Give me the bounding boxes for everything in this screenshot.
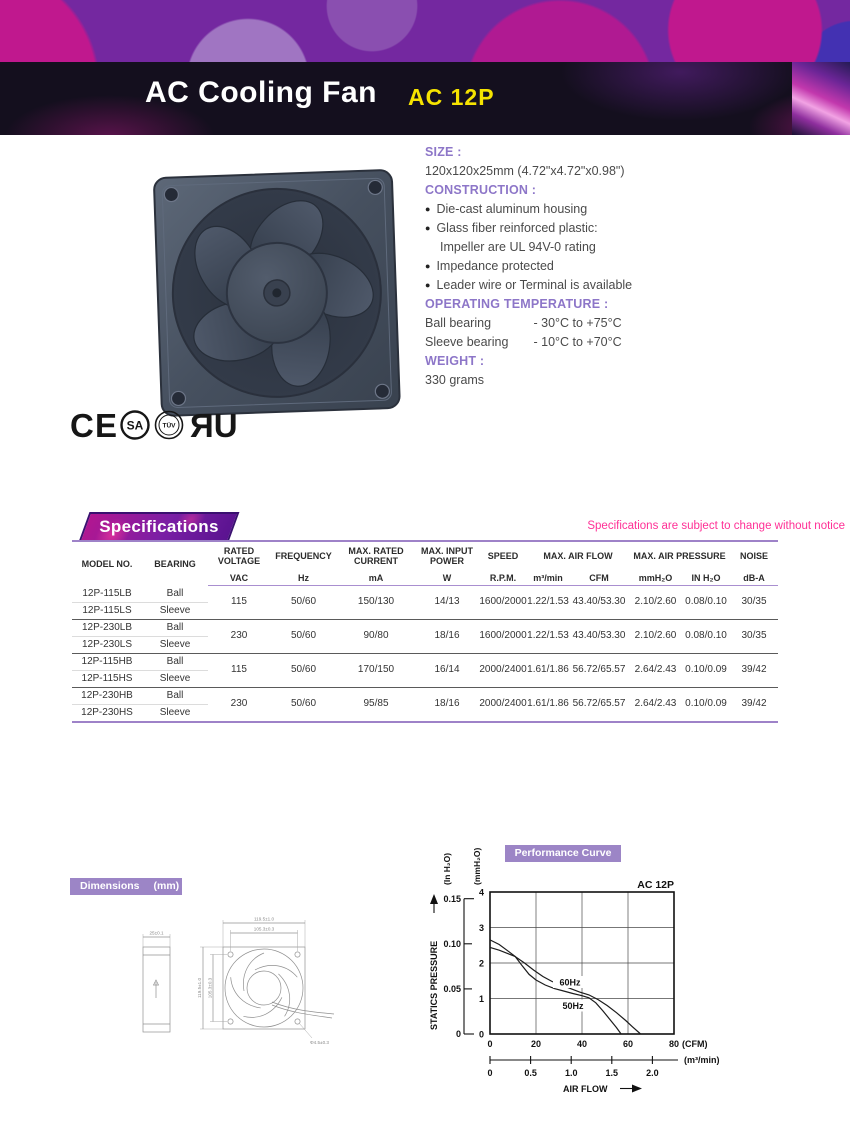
svg-text:1.0: 1.0 (564, 1068, 578, 1078)
frequency-cell: 50/60 (290, 596, 317, 608)
airflow-m3-cell: 1.22/1.53 (527, 619, 569, 653)
x-axis-title (563, 1084, 642, 1094)
unit-mmh2o: mmH₂O (629, 570, 682, 586)
frequency-cell: 50/60 (270, 653, 337, 687)
col-header-pressure: MAX. AIR PRESSURE (633, 551, 726, 561)
decorative-header-band (0, 0, 850, 62)
temperature-range: - 10°C to +70°C (533, 335, 622, 349)
dim-hole-pitch-width-label: 105.3±0.3 (253, 926, 275, 932)
current-cell: 150/130 (357, 596, 395, 608)
svg-text:0.15: 0.15 (443, 894, 461, 904)
bullet-icon: ● (425, 261, 431, 271)
dim-outer-width-label: 119.5±1.0 (253, 916, 275, 922)
temperature-row (425, 314, 840, 333)
unit-hz: Hz (270, 570, 337, 586)
front-view (197, 917, 334, 1046)
decorative-crystal-image (792, 62, 850, 135)
model-cell: 12P-115HS (81, 672, 133, 684)
unit-m3min: m³/min (527, 570, 569, 586)
airflow-cfm-cell: 43.40/53.30 (569, 619, 629, 653)
table-row (72, 687, 778, 704)
mounting-hole (375, 384, 389, 398)
dimensions-unit-label: (mm) (153, 880, 180, 892)
voltage-cell: 115 (231, 596, 247, 608)
bearing-cell: Sleeve (159, 706, 191, 718)
lead-wire (272, 1005, 332, 1018)
bearing-type-label: Sleeve bearing (425, 335, 509, 349)
construction-item: ● Impedance protected (425, 259, 554, 273)
model-cell: 12P-230HS (81, 706, 133, 718)
airflow-cfm-cell: 56.72/65.57 (569, 687, 629, 722)
y-unit-inh2o: (In H₂O) (442, 852, 452, 885)
size-heading: SIZE : (425, 145, 462, 159)
temperature-range: - 30°C to +75°C (533, 316, 622, 330)
airflow-m3-cell: 1.61/1.86 (527, 653, 569, 687)
noise-cell: 39/42 (730, 687, 778, 722)
bullet-icon: ● (425, 280, 431, 290)
speed-cell: 1600/2000 (479, 596, 527, 608)
y-unit-mmh2o: (mmH₂O) (472, 847, 482, 885)
ce-mark-icon: E (95, 407, 118, 444)
current-cell: 170/150 (337, 653, 415, 687)
svg-text:4: 4 (478, 887, 484, 898)
model-cell: 12P-115HB (72, 653, 142, 670)
svg-text:STATICS PRESSURE: STATICS PRESSURE (429, 940, 439, 1030)
pressure-mm-cell: 2.64/2.43 (629, 653, 682, 687)
mmh2o-axis (479, 888, 484, 1040)
model-cell: 12P-115LS (82, 604, 132, 616)
model-cell: 12P-230HB (72, 687, 142, 704)
svg-text:AIR FLOW: AIR FLOW (563, 1084, 608, 1094)
dimension-drawing (60, 898, 400, 1063)
performance-curve-chart (420, 838, 750, 1103)
ul-recognized-mark-icon: ЯU (190, 407, 238, 444)
dimensions-banner (70, 878, 182, 895)
svg-text:SA: SA (126, 418, 144, 433)
series-label-50hz: 50Hz (562, 1001, 584, 1011)
power-cell: 14/13 (434, 596, 460, 608)
pressure-in-cell: 0.10/0.09 (682, 687, 730, 722)
specifications-table (72, 540, 778, 723)
certification-marks (68, 402, 238, 448)
power-cell: 18/16 (415, 687, 479, 722)
bullet-icon: ● (425, 223, 431, 233)
svg-text:0.05: 0.05 (443, 984, 461, 994)
noise-cell: 30/35 (741, 596, 767, 608)
model-cell: 12P-230LB (72, 619, 142, 636)
bullet-icon: ● (425, 204, 431, 214)
side-view (143, 931, 170, 1033)
noise-cell: 39/42 (730, 653, 778, 687)
col-header-frequency: FREQUENCY (275, 551, 332, 561)
bearing-cell: Ball (142, 619, 208, 636)
table-row (72, 653, 778, 670)
svg-text:2.0: 2.0 (646, 1068, 659, 1078)
construction-subitem: Impeller are UL 94V-0 rating (440, 240, 596, 254)
bearing-cell: Sleeve (159, 638, 191, 650)
mounting-hole (164, 187, 178, 201)
tuv-mark-icon (156, 412, 183, 439)
model-cell: 12P-115LB (72, 586, 142, 603)
bearing-cell: Ball (142, 586, 208, 603)
svg-text:2: 2 (478, 958, 484, 969)
svg-text:0: 0 (478, 1029, 484, 1040)
svg-text:1: 1 (478, 994, 484, 1004)
pressure-in-cell: 0.08/0.10 (685, 596, 727, 608)
power-cell: 18/16 (415, 619, 479, 653)
weight-heading: WEIGHT : (425, 354, 485, 368)
col-header-airflow: MAX. AIR FLOW (543, 551, 613, 561)
x-axis-m3min (487, 1055, 719, 1078)
frequency-cell: 50/60 (270, 687, 337, 722)
unit-inh2o: IN H₂O (682, 570, 730, 586)
svg-text:0.10: 0.10 (443, 939, 461, 949)
construction-item: ● Leader wire or Terminal is available (425, 278, 633, 292)
inh2o-axis (443, 894, 474, 1039)
bearing-cell: Ball (142, 687, 208, 704)
chart-title: AC 12P (637, 879, 674, 891)
voltage-cell: 115 (208, 653, 270, 687)
bearing-cell: Sleeve (159, 672, 191, 684)
unit-rpm: R.P.M. (479, 570, 527, 586)
airflow-m3-cell: 1.22/1.53 (527, 596, 569, 608)
airflow-cfm-cell: 43.40/53.30 (572, 596, 626, 608)
unit-ma: mA (337, 570, 415, 586)
svg-text:40: 40 (576, 1039, 588, 1049)
performance-curve-banner: Performance Curve (505, 845, 621, 862)
product-photo-fan (130, 152, 420, 442)
svg-text:3: 3 (478, 923, 484, 933)
speed-cell: 2000/2400 (479, 653, 527, 687)
y-axis-title (429, 894, 439, 1030)
pressure-in-cell: 0.08/0.10 (682, 619, 730, 653)
svg-text:TÜV: TÜV (162, 422, 176, 430)
dim-outer-height-label: 119.5±1.0 (197, 977, 202, 999)
svg-text:20: 20 (530, 1039, 542, 1049)
svg-text:0: 0 (455, 1029, 461, 1039)
weight-value: 330 grams (425, 373, 485, 387)
fan-assembly (154, 170, 400, 416)
airflow-m3-cell: 1.61/1.86 (527, 687, 569, 722)
svg-text:0: 0 (487, 1068, 493, 1078)
construction-item: ● Die-cast aluminum housing (425, 202, 588, 216)
pressure-mm-cell: 2.64/2.43 (629, 687, 682, 722)
construction-heading: CONSTRUCTION : (425, 183, 537, 197)
power-cell: 16/14 (415, 653, 479, 687)
svg-text:1.5: 1.5 (605, 1068, 619, 1078)
voltage-cell: 230 (208, 619, 270, 653)
col-header-noise: NOISE (740, 551, 769, 561)
svg-text:0: 0 (487, 1039, 493, 1049)
table-row (72, 619, 778, 636)
bearing-cell: Ball (142, 653, 208, 670)
unit-dba: dB-A (730, 570, 778, 586)
dimensions-banner-label: Dimensions (80, 880, 140, 892)
svg-text:60: 60 (622, 1039, 634, 1049)
x-unit-m3min: (m³/min) (684, 1055, 720, 1065)
specifications-banner-label: Specifications (99, 517, 219, 536)
unit-cfm: CFM (569, 570, 629, 586)
page-title: AC Cooling Fan (145, 76, 377, 109)
dim-hole-diameter-label: Φ4.5±0.3 (310, 1040, 329, 1045)
pressure-in-cell: 0.10/0.09 (682, 653, 730, 687)
pressure-mm-cell: 2.10/2.60 (629, 619, 682, 653)
series-label-60hz: 60Hz (559, 977, 581, 988)
unit-w: W (415, 570, 479, 586)
current-cell: 95/85 (337, 687, 415, 722)
col-header-power: MAX. INPUT POWER (420, 546, 473, 566)
col-header-speed: SPEED (487, 551, 519, 561)
bearing-cell: Sleeve (159, 604, 191, 616)
temperature-heading: OPERATING TEMPERATURE : (425, 297, 609, 311)
dim-depth-label: 25±0.1 (149, 930, 164, 936)
speed-cell: 2000/2400 (479, 687, 527, 722)
current-cell: 90/80 (337, 619, 415, 653)
svg-text:80: 80 (668, 1039, 680, 1049)
dim-hole-pitch-height-label: 105.3±0.3 (207, 977, 213, 999)
noise-cell: 30/35 (730, 619, 778, 653)
col-header-voltage: RATED VOLTAGE (217, 546, 261, 566)
mounting-hole (368, 180, 382, 194)
col-header-model: MODEL NO. (81, 558, 133, 569)
speed-cell: 1600/2000 (479, 619, 527, 653)
col-header-bearing: BEARING (154, 558, 196, 569)
voltage-cell: 230 (208, 687, 270, 722)
bearing-type-label: Ball bearing (425, 316, 492, 330)
table-row (72, 586, 778, 603)
airflow-cfm-cell: 56.72/65.57 (569, 653, 629, 687)
frequency-cell: 50/60 (270, 619, 337, 653)
construction-item: ● Glass fiber reinforced plastic: (425, 221, 598, 235)
curve-60Hz (490, 947, 641, 1034)
model-code: AC 12P (408, 84, 495, 110)
temperature-row (425, 333, 840, 352)
x-unit-cfm: (CFM) (682, 1039, 708, 1049)
unit-vac: VAC (208, 570, 270, 586)
col-header-current: MAX. RATED CURRENT (348, 546, 404, 566)
x-axis-cfm (487, 1039, 707, 1049)
specifications-banner (79, 512, 240, 542)
csa-mark-icon (122, 412, 149, 439)
product-info-panel (425, 143, 840, 390)
model-cell: 12P-230LS (81, 638, 133, 650)
size-value: 120x120x25mm (4.72"x4.72"x0.98") (425, 164, 625, 178)
pressure-mm-cell: 2.10/2.60 (634, 596, 677, 608)
ce-mark-icon: C (70, 407, 94, 444)
svg-text:0.5: 0.5 (524, 1068, 537, 1078)
specifications-notice: Specifications are subject to change without notice (587, 520, 845, 532)
